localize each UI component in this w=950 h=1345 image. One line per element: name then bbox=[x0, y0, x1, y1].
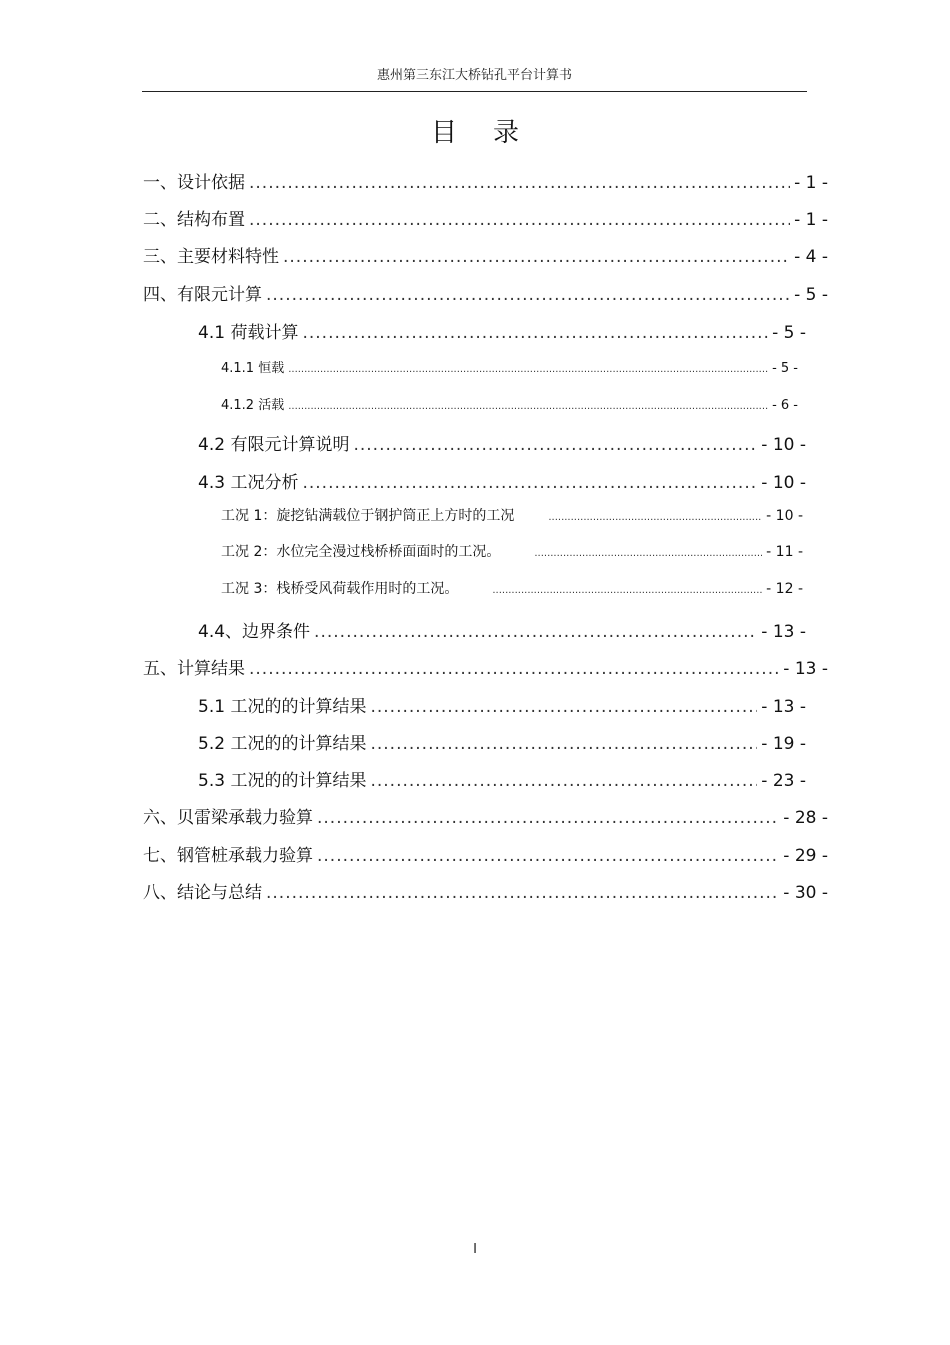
toc-entry-label: 工况 3：栈桥受风荷载作用时的工况。 bbox=[221, 581, 459, 597]
toc-entry-page: - 29 - bbox=[783, 846, 828, 866]
toc-entry-label: 5.3 工况的的计算结果 bbox=[198, 771, 367, 791]
toc-entry-page: - 5 - bbox=[772, 361, 798, 376]
toc-entry-label: 二、结构布置 bbox=[143, 210, 245, 230]
toc-leader-dots bbox=[288, 364, 768, 375]
toc-entry[interactable] bbox=[221, 541, 803, 561]
toc-entry[interactable] bbox=[143, 841, 828, 866]
toc-entry[interactable] bbox=[143, 654, 828, 679]
toc-leader-dots bbox=[534, 548, 762, 559]
toc-entry[interactable] bbox=[198, 766, 806, 791]
toc-leader-dots bbox=[288, 401, 768, 412]
toc-entry-page: - 28 - bbox=[783, 808, 828, 828]
toc-leader-dots bbox=[370, 734, 757, 754]
toc-entry-page: - 30 - bbox=[783, 883, 828, 903]
toc-entry-label: 六、贝雷梁承载力验算 bbox=[143, 808, 313, 828]
toc-entry-label: 七、钢管桩承载力验算 bbox=[143, 846, 313, 866]
toc-entry-label: 四、有限元计算 bbox=[143, 285, 262, 305]
toc-entry[interactable] bbox=[198, 692, 806, 717]
toc-leader-dots bbox=[314, 622, 757, 642]
toc-entry[interactable] bbox=[143, 280, 828, 305]
toc-entry-label: 5.1 工况的的计算结果 bbox=[198, 697, 367, 717]
toc-entry-page: - 19 - bbox=[761, 734, 806, 754]
toc-entry-page: - 11 - bbox=[766, 544, 803, 560]
toc-entry[interactable] bbox=[221, 505, 803, 525]
toc-entry-label: 4.1.2 活载 bbox=[221, 398, 285, 413]
toc-entry-page: - 13 - bbox=[783, 659, 828, 679]
toc-entry[interactable] bbox=[143, 242, 828, 267]
toc-entry[interactable] bbox=[221, 578, 803, 598]
toc-entry-label: 工况 2：水位完全漫过栈桥桥面面时的工况。 bbox=[221, 544, 501, 560]
toc-entry[interactable] bbox=[221, 357, 798, 376]
toc-leader-dots bbox=[370, 697, 757, 717]
toc-entry-label: 工况 1：旋挖钻满载位于钢护筒正上方时的工况 bbox=[221, 508, 515, 524]
toc-leader-dots bbox=[302, 473, 757, 493]
toc-entry-page: - 5 - bbox=[772, 323, 806, 343]
toc-entry-label: 4.1 荷载计算 bbox=[198, 323, 299, 343]
header-rule bbox=[142, 91, 807, 92]
toc-leader-dots bbox=[548, 512, 762, 523]
toc-leader-dots bbox=[249, 173, 790, 193]
toc-leader-dots bbox=[249, 659, 779, 679]
toc-heading: 目录 bbox=[430, 118, 555, 148]
toc-leader-dots bbox=[283, 247, 790, 267]
toc-leader-dots bbox=[266, 285, 790, 305]
toc-leader-dots bbox=[317, 846, 779, 866]
running-header-title: 惠州第三东江大桥钻孔平台计算书 bbox=[376, 68, 572, 83]
toc-entry-page: - 23 - bbox=[761, 771, 806, 791]
toc-entry-label: 4.3 工况分析 bbox=[198, 473, 299, 493]
toc-entry[interactable] bbox=[198, 617, 806, 642]
toc-entry-page: - 6 - bbox=[772, 398, 798, 413]
toc-entry[interactable] bbox=[198, 729, 806, 754]
toc-entry-page: - 12 - bbox=[766, 581, 803, 597]
toc-entry[interactable] bbox=[198, 318, 806, 343]
toc-entry-page: - 10 - bbox=[761, 473, 806, 493]
toc-leader-dots bbox=[492, 585, 762, 596]
toc-entry-page: - 4 - bbox=[794, 247, 828, 267]
toc-entry[interactable] bbox=[143, 168, 828, 193]
toc-leader-dots bbox=[353, 435, 757, 455]
toc-entry-page: - 1 - bbox=[794, 210, 828, 230]
toc-entry-label: 5.2 工况的的计算结果 bbox=[198, 734, 367, 754]
toc-entry-label: 三、主要材料特性 bbox=[143, 247, 279, 267]
toc-entry-page: - 13 - bbox=[761, 697, 806, 717]
toc-entry[interactable] bbox=[143, 205, 828, 230]
toc-entry[interactable] bbox=[143, 803, 828, 828]
footer-page-number: I bbox=[473, 1242, 477, 1257]
toc-leader-dots bbox=[266, 883, 779, 903]
toc-entry[interactable] bbox=[198, 430, 806, 455]
toc-entry-label: 五、计算结果 bbox=[143, 659, 245, 679]
toc-entry-page: - 1 - bbox=[794, 173, 828, 193]
toc-entry-label: 4.1.1 恒载 bbox=[221, 361, 285, 376]
toc-leader-dots bbox=[302, 323, 768, 343]
toc-leader-dots bbox=[370, 771, 757, 791]
toc-entry-page: - 10 - bbox=[766, 508, 803, 524]
toc-entry-label: 4.2 有限元计算说明 bbox=[198, 435, 350, 455]
toc-entry[interactable] bbox=[198, 468, 806, 493]
toc-entry-label: 一、设计依据 bbox=[143, 173, 245, 193]
toc-entry-page: - 5 - bbox=[794, 285, 828, 305]
toc-entry-page: - 10 - bbox=[761, 435, 806, 455]
toc-entry[interactable] bbox=[221, 394, 798, 413]
toc-entry[interactable] bbox=[143, 878, 828, 903]
toc-leader-dots bbox=[249, 210, 790, 230]
toc-entry-page: - 13 - bbox=[761, 622, 806, 642]
toc-leader-dots bbox=[317, 808, 779, 828]
toc-entry-label: 八、结论与总结 bbox=[143, 883, 262, 903]
toc-entry-label: 4.4、边界条件 bbox=[198, 622, 311, 642]
